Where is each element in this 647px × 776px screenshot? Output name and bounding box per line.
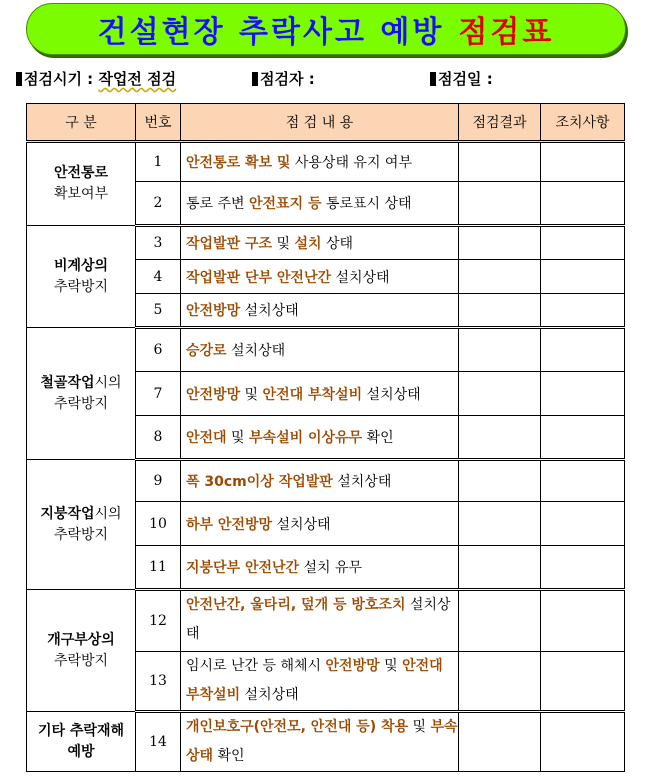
result-cell[interactable] (459, 226, 541, 260)
title-main: 건설현장 추락사고 예방 (97, 15, 445, 50)
item-number: 13 (136, 652, 181, 712)
highlight-text: 지붕단부 안전난간 (186, 560, 300, 576)
highlight-text: 안전난간, 울타리, 덮개 등 방호조치 (186, 597, 406, 613)
title-banner (26, 3, 626, 55)
table-row (27, 590, 625, 652)
item-number: 4 (136, 260, 181, 294)
plain-text: 설치 유무 (299, 560, 363, 576)
category-cell (27, 590, 136, 712)
plain-text: 확인 (213, 748, 245, 764)
table-row (27, 142, 625, 182)
plain-text: 및 (379, 658, 403, 674)
plain-text: 및 (272, 236, 295, 252)
result-cell[interactable] (459, 652, 541, 712)
inspection-date (430, 68, 493, 89)
plain-text: 상태 (321, 236, 354, 252)
action-cell[interactable] (541, 652, 625, 712)
item-content (181, 652, 459, 712)
result-cell[interactable] (459, 182, 541, 226)
item-number: 14 (136, 712, 181, 772)
highlight-text: 폭 30cm이상 작업발판 (186, 474, 333, 490)
highlight-text: 승강로 (186, 343, 227, 359)
category-title: 안전통로 (53, 165, 109, 181)
highlight-text: 설치 (294, 236, 322, 252)
item-number: 12 (136, 590, 181, 652)
item-content (181, 226, 459, 260)
result-cell[interactable] (459, 294, 541, 328)
result-cell[interactable] (459, 372, 541, 416)
highlight-text: 안전대 부착설비 (186, 658, 443, 703)
header-number: 번호 (136, 104, 181, 142)
action-cell[interactable] (541, 460, 625, 502)
date-label: 점검일 : (438, 70, 493, 88)
info-row (16, 68, 636, 90)
action-cell[interactable] (541, 182, 625, 226)
category-subtitle: 예방 (67, 743, 95, 760)
result-cell[interactable] (459, 260, 541, 294)
plain-text: 사용상태 유지 여부 (290, 155, 412, 171)
header-category: 구 분 (27, 104, 136, 142)
category-subtitle: 확보여부 (53, 186, 109, 202)
action-cell[interactable] (541, 226, 625, 260)
header-result: 점검결과 (459, 104, 541, 142)
inspector (252, 68, 315, 89)
table-body (27, 142, 625, 772)
result-cell[interactable] (459, 460, 541, 502)
item-content (181, 546, 459, 590)
item-number: 3 (136, 226, 181, 260)
highlight-text: 안전방망 (186, 303, 241, 319)
result-cell[interactable] (459, 712, 541, 772)
item-content (181, 416, 459, 460)
category-subtitle: 추락방지 (53, 652, 109, 669)
action-cell[interactable] (541, 142, 625, 182)
plain-text: 임시로 난간 등 해체시 (186, 658, 326, 674)
plain-text: 설치상태 (272, 516, 331, 533)
highlight-text: 안전표지 등 (249, 196, 322, 212)
item-number: 9 (136, 460, 181, 502)
header-content: 점 검 내 용 (181, 104, 459, 142)
checklist-table (26, 103, 625, 772)
action-cell[interactable] (541, 294, 625, 328)
square-bullet-icon (16, 72, 22, 86)
square-bullet-icon (252, 72, 258, 86)
item-content (181, 502, 459, 546)
highlight-text: 안전방망 (186, 386, 241, 403)
category-title: 지붕작업 (40, 505, 95, 522)
item-number: 1 (136, 142, 181, 182)
item-content (181, 182, 459, 226)
action-cell[interactable] (541, 372, 625, 416)
category-cell (27, 226, 136, 328)
item-number: 2 (136, 182, 181, 226)
item-content (181, 260, 459, 294)
category-cell (27, 328, 136, 460)
item-number: 5 (136, 294, 181, 328)
category-subtitle: 추락방지 (53, 278, 109, 295)
action-cell[interactable] (541, 260, 625, 294)
category-subtitle: 추락방지 (53, 526, 109, 543)
plain-text: 설치상태 (186, 597, 451, 642)
highlight-text: 작업발판 구조 (186, 236, 273, 252)
header-action: 조치사항 (541, 104, 625, 142)
period-value: 작업전 점검 (98, 70, 177, 88)
result-cell[interactable] (459, 546, 541, 590)
item-number: 8 (136, 416, 181, 460)
item-number: 11 (136, 546, 181, 590)
action-cell[interactable] (541, 590, 625, 652)
highlight-text: 하부 안전방망 (186, 516, 273, 533)
highlight-text: 개인보호구(안전모, 안전대 등) 착용 (186, 719, 409, 735)
item-content (181, 142, 459, 182)
item-number: 6 (136, 328, 181, 372)
result-cell[interactable] (459, 502, 541, 546)
item-content (181, 460, 459, 502)
category-title: 기타 추락재해 (37, 722, 125, 739)
result-cell[interactable] (459, 142, 541, 182)
inspection-period (16, 68, 176, 89)
plain-text: 설치상태 (331, 269, 390, 286)
highlight-text: 안전대 (186, 430, 227, 446)
category-title: 비계상의 (53, 257, 109, 274)
item-number: 7 (136, 372, 181, 416)
item-content (181, 372, 459, 416)
action-cell[interactable] (541, 416, 625, 460)
highlight-text: 부속설비 이상유무 (249, 430, 363, 446)
category-suffix: 시의 (94, 374, 122, 391)
plain-text: 통로 주변 (186, 196, 249, 212)
item-content (181, 328, 459, 372)
result-cell[interactable] (459, 416, 541, 460)
period-label: 점검시기 : (24, 70, 94, 88)
result-cell[interactable] (459, 590, 541, 652)
category-title: 철골작업 (40, 374, 95, 391)
action-cell[interactable] (541, 328, 625, 372)
category-cell (27, 460, 136, 590)
plain-text: 설치상태 (240, 303, 299, 319)
item-content (181, 712, 459, 772)
plain-text: 설치상태 (226, 343, 286, 359)
title-accent: 점검표 (458, 15, 555, 50)
plain-text: 및 (226, 430, 250, 446)
category-suffix: 시의 (94, 505, 122, 522)
action-cell[interactable] (541, 502, 625, 546)
item-number: 10 (136, 502, 181, 546)
plain-text: 설치상태 (362, 386, 421, 403)
table-row (27, 226, 625, 260)
plain-text: 설치상태 (332, 474, 392, 490)
table-row (27, 712, 625, 772)
plain-text: 통로표시 상태 (321, 196, 412, 212)
highlight-text: 부속상태 (186, 719, 458, 764)
inspector-label: 점검자 : (260, 70, 315, 88)
table-row (27, 328, 625, 372)
highlight-text: 안전대 부착설비 (262, 386, 363, 403)
plain-text: 및 (240, 386, 263, 403)
category-cell (27, 142, 136, 226)
plain-text: 설치상태 (240, 687, 299, 703)
highlight-text: 안전통로 확보 및 (186, 155, 291, 171)
square-bullet-icon (430, 72, 436, 86)
action-cell[interactable] (541, 546, 625, 590)
category-title: 개구부상의 (47, 631, 115, 648)
plain-text: 확인 (362, 430, 394, 446)
action-cell[interactable] (541, 712, 625, 772)
plain-text: 및 (408, 719, 431, 735)
table-row (27, 460, 625, 502)
table-header-row (27, 104, 625, 142)
highlight-text: 안전방망 (325, 658, 380, 674)
highlight-text: 작업발판 단부 안전난간 (186, 269, 331, 286)
category-subtitle: 추락방지 (53, 395, 109, 412)
item-content (181, 294, 459, 328)
category-cell (27, 712, 136, 772)
item-content (181, 590, 459, 652)
result-cell[interactable] (459, 328, 541, 372)
